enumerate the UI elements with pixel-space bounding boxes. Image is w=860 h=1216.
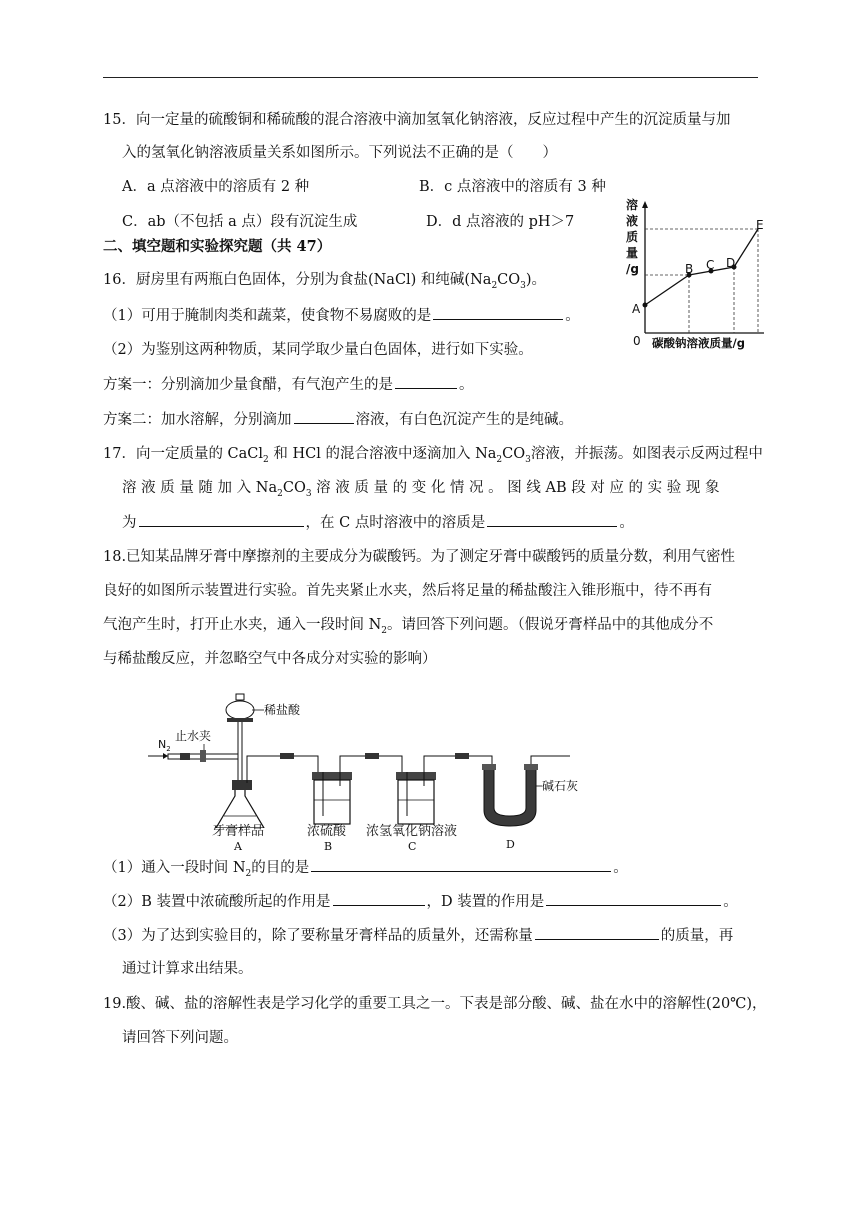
- q15-option-a: A．a 点溶液中的溶质有 2 种: [122, 179, 310, 195]
- q16-scheme2-blank[interactable]: [294, 409, 354, 424]
- q16-scheme1: [103, 374, 474, 395]
- flask-a-stopper: [232, 780, 252, 790]
- label-d-letter: D: [506, 838, 515, 851]
- q17-l3-c: 。: [619, 515, 634, 531]
- outlet-tube: [531, 756, 570, 764]
- graph-point-a: [643, 303, 648, 308]
- flask-a: [216, 790, 264, 828]
- apparatus-diagram: [140, 688, 610, 828]
- q16-line1: [103, 270, 546, 296]
- graph-ylabel-0: 溶: [626, 198, 639, 212]
- section2-title: 二、填空题和实验探究题（共 47）: [103, 238, 332, 255]
- graph-label-b: B: [685, 262, 694, 276]
- q15-graph: [618, 193, 768, 353]
- q18-part1: [103, 857, 628, 884]
- graph-origin: 0: [633, 334, 641, 348]
- graph-y-arrow: [642, 201, 648, 208]
- lime-label: 碱石灰: [542, 779, 579, 793]
- q15-option-c: C．ab（不包括 a 点）段有沉淀生成: [122, 214, 358, 230]
- graph-label-a: A: [632, 302, 641, 316]
- u-tube-stopper-r: [524, 764, 538, 770]
- rubber-joint-4: [455, 753, 469, 759]
- q17-l2-a: 溶 液 质 量 随 加 入 Na: [122, 480, 278, 496]
- q17-l2-sub1: 2: [277, 488, 283, 499]
- q16-scheme2: [103, 409, 573, 430]
- q17-line2: [122, 478, 719, 504]
- q16-sub-2: 2: [491, 280, 498, 291]
- bottle-b: [314, 780, 350, 824]
- graph-ylabel-2: 质: [626, 230, 639, 244]
- bottle-c: [398, 780, 434, 824]
- q18-p1-sub: 2: [245, 868, 252, 879]
- q18-part3: [103, 925, 733, 946]
- q15-line1: 15．向一定量的硫酸铜和稀硫酸的混合溶液中滴加氢氧化钠溶液，反应过程中产生的沉淀质量与加: [103, 112, 731, 128]
- q16-scheme1-end: 。: [459, 377, 474, 393]
- q18-part3-line2: 通过计算求出结果。: [122, 961, 253, 977]
- q16-line1-text-c: )。: [525, 272, 547, 288]
- graph-ylabel-3: 量: [626, 246, 639, 260]
- q17-l1-c: CO: [502, 446, 526, 462]
- q16-scheme2-text-b: 溶液，有白色沉淀产生的是纯碱。: [355, 412, 573, 428]
- q18-line4: 与稀盐酸反应，并忽略空气中各成分对实验的影响）: [103, 651, 437, 667]
- q16-part1: [103, 305, 580, 326]
- q18-part2: [103, 891, 738, 912]
- q15-option-d: D．d 点溶液的 pH＞7: [426, 214, 575, 230]
- graph-label-e: E: [756, 218, 764, 232]
- rubber-joint-2: [280, 753, 294, 759]
- graph-label-d: D: [726, 256, 736, 270]
- q16-line1-text-a: 16．厨房里有两瓶白色固体，分别为食盐(NaCl) 和纯碱(Na: [103, 272, 492, 288]
- q18-line2: 良好的如图所示装置进行实验。首先夹紧止水夹，然后将足量的稀盐酸注入锥形瓶中，待不再有: [103, 583, 712, 599]
- q18-line3: [103, 615, 713, 641]
- q18-p2-a: （2）B 装置中浓硫酸所起的作用是: [103, 894, 331, 910]
- q16-part1-end: 。: [565, 308, 580, 324]
- q19-line1: 19.酸、碱、盐的溶解性表是学习化学的重要工具之一。下表是部分酸、碱、盐在水中的溶解性(20℃)，: [103, 996, 767, 1012]
- water-clamp: [200, 750, 206, 762]
- q17-l1-b: 和 HCl 的混合溶液中逐滴加入 Na: [268, 446, 497, 462]
- rubber-joint-1: [180, 753, 190, 760]
- q18-part1-blank[interactable]: [311, 857, 611, 872]
- acid-label: 稀盐酸: [264, 703, 301, 717]
- funnel-stopper: [236, 694, 244, 700]
- q16-part2: （2）为鉴别这两种物质，某同学取少量白色固体，进行如下实验。: [103, 342, 533, 358]
- label-a-letter: A: [234, 840, 242, 853]
- q19-line2: 请回答下列问题。: [122, 1030, 238, 1046]
- q18-p2-end: 。: [723, 894, 738, 910]
- graph-ylabel-1: 液: [626, 214, 639, 228]
- label-c-naoh: 浓氢氧化钠溶液: [366, 824, 458, 839]
- tube-a-b: [247, 756, 318, 783]
- q17-solute-blank[interactable]: [487, 512, 617, 527]
- graph-xlabel: 碳酸钠溶液质量/g: [652, 336, 745, 350]
- q16-scheme2-text-a: 方案二：加水溶解，分别滴加: [103, 412, 292, 428]
- header-rule: [103, 77, 758, 78]
- q18-p1-b: 的目的是: [251, 860, 310, 876]
- q18-p3-a: （3）为了达到实验目的，除了要称量牙膏样品的质量外，还需称量: [103, 928, 533, 944]
- q17-l1-sub3: 3: [525, 454, 531, 465]
- q15-option-b: B．c 点溶液中的溶质有 3 种: [419, 179, 606, 195]
- q18-p3-b: 的质量，再: [660, 928, 734, 944]
- u-tube-d: [484, 768, 536, 826]
- q17-phenomenon-blank[interactable]: [139, 512, 304, 527]
- q18-p1-a: （1）通入一段时间 N: [103, 860, 246, 876]
- label-b-acid: 浓硫酸: [307, 824, 347, 839]
- rubber-joint-3: [365, 753, 379, 759]
- q18-part3-blank[interactable]: [535, 925, 659, 940]
- q18-l3-b: 。请回答下列问题。（假说牙膏样品中的其他成分不: [387, 617, 714, 633]
- q17-l2-b: CO: [282, 480, 306, 496]
- bottle-b-stopper: [312, 772, 352, 780]
- funnel-bulb: [226, 701, 254, 719]
- q17-line1: [103, 444, 763, 470]
- q17-l2-sub2: 3: [305, 488, 312, 499]
- q16-line1-text-b: CO: [497, 272, 521, 288]
- bottle-c-stopper: [396, 772, 436, 780]
- q16-scheme1-blank[interactable]: [395, 374, 457, 389]
- q16-sub-3: 3: [520, 280, 526, 291]
- q17-l3-a: 为: [122, 515, 137, 531]
- label-c-letter: C: [408, 840, 417, 853]
- label-b-letter: B: [324, 840, 333, 853]
- q18-line1: 18.已知某品牌牙膏中摩擦剂的主要成分为碳酸钙。为了测定牙膏中碳酸钙的质量分数，利用气密性: [103, 549, 736, 565]
- q16-scheme1-text: 方案一：分别滴加少量食醋，有气泡产生的是: [103, 377, 393, 393]
- clamp-label: 止水夹: [175, 729, 212, 743]
- q18-l3-a: 气泡产生时，打开止水夹，通入一段时间 N: [103, 617, 382, 633]
- graph-ylabel-4: /g: [626, 262, 639, 276]
- n2-label: $N_2$: [158, 738, 171, 753]
- q18-part2-blank2[interactable]: [546, 891, 721, 906]
- label-a-sample: 牙膏样品: [212, 824, 265, 839]
- n2-arrow-head: [163, 753, 168, 759]
- u-tube-stopper-l: [482, 764, 496, 770]
- q17-line3: [122, 512, 634, 533]
- q17-l1-d: 溶液，并振荡。如图表示反两过程中: [530, 446, 763, 462]
- q16-part1-blank[interactable]: [433, 305, 563, 320]
- q17-l1-sub1: 2: [263, 454, 269, 465]
- q18-l3-sub: 2: [381, 625, 388, 636]
- funnel-stopcock: [227, 718, 253, 722]
- q17-l1-a: 17．向一定质量的 CaCl: [103, 446, 264, 462]
- q18-part2-blank1[interactable]: [333, 891, 425, 906]
- q18-p2-b: ，D 装置的作用是: [426, 894, 545, 910]
- q17-l1-sub2: 2: [496, 454, 503, 465]
- q16-part1-text: （1）可用于腌制肉类和蔬菜，使食物不易腐败的是: [103, 308, 432, 324]
- graph-label-c: C: [706, 258, 715, 272]
- graph-line: [645, 229, 758, 305]
- q17-l2-c: 溶 液 质 量 的 变 化 情 况 。 图 线 AB 段 对 应 的 实 验 现 象: [311, 480, 720, 496]
- q17-l3-b: ，在 C 点时溶液中的溶质是: [305, 515, 486, 531]
- q15-line2: 入的氢氧化钠溶液质量关系如图所示。下列说法不正确的是（ ）: [122, 145, 557, 161]
- q18-p1-end: 。: [613, 860, 628, 876]
